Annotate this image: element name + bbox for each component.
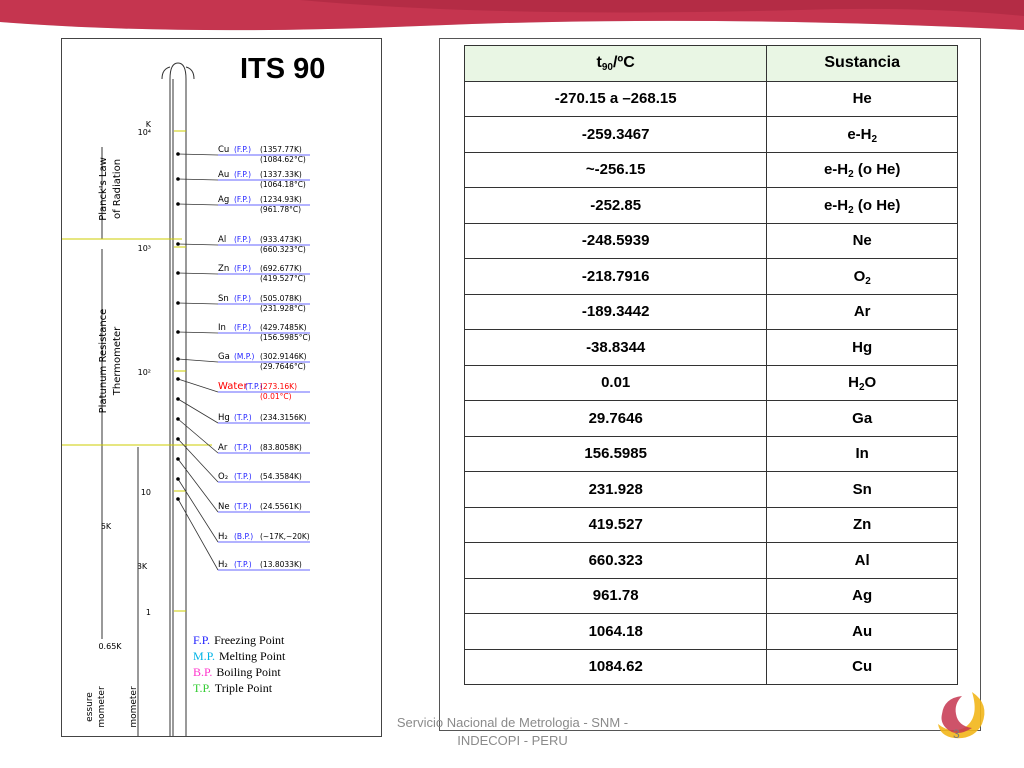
label-3k: 3K <box>136 562 148 571</box>
fixed-point-element: Ne <box>218 502 230 512</box>
label-065k: 0.65K <box>98 642 122 651</box>
label-5k: 5K <box>100 522 112 531</box>
table-row <box>465 294 958 330</box>
fixed-point-type: (F.P.) <box>234 195 252 204</box>
cell-temperature: -270.15 a –268.15 <box>465 81 767 117</box>
fixed-point-type: (T.P.) <box>245 382 263 391</box>
fixed-point-kelvin: (1337.33K) <box>260 170 302 179</box>
fixed-point-connector <box>178 154 218 155</box>
table-row <box>465 188 958 224</box>
table-row <box>465 330 958 366</box>
fixed-point-dot <box>176 477 180 481</box>
cell-temperature: -259.3467 <box>465 117 767 153</box>
fixed-point-dot <box>176 437 180 441</box>
fixed-point-type: (F.P.) <box>234 235 252 244</box>
legend-abbr: F.P. <box>193 633 211 647</box>
fixed-point-dot <box>176 457 180 461</box>
table-row <box>465 81 958 117</box>
fixed-point-dot <box>176 152 180 156</box>
thermometer-label: mometer <box>129 686 139 728</box>
footer-line-2: INDECOPI - PERU <box>457 733 568 748</box>
prt-label-1: Platunum Resistance <box>98 308 109 414</box>
fixed-point-dot <box>176 301 180 305</box>
table-row <box>465 507 958 543</box>
cell-temperature: ~-256.15 <box>465 152 767 188</box>
footer-line-1: Servicio Nacional de Metrologia - SNM - <box>396 715 629 730</box>
fixed-point-element: In <box>218 323 226 333</box>
fixed-point-type: (T.P.) <box>234 413 252 422</box>
fixed-point-kelvin: (13.8033K) <box>260 560 302 569</box>
fixed-point-connector <box>178 204 218 205</box>
fixed-point-element: Water <box>218 381 248 392</box>
legend-label: Boiling Point <box>216 665 281 679</box>
fixed-point-connector <box>178 179 218 180</box>
fixed-point-celsius: (1064.18°C) <box>260 180 306 189</box>
fixed-point-celsius: (961.78°C) <box>260 205 302 214</box>
fixed-point-dot <box>176 271 180 275</box>
logo-swirl-icon <box>932 684 992 744</box>
cell-substance: $e-H_2$ <box>767 117 958 153</box>
scale-label-t2: 10² <box>137 368 151 377</box>
fixed-point-connector <box>178 499 218 570</box>
fixed-point-type: (F.P.) <box>234 170 252 179</box>
fixed-point-kelvin: (933.473K) <box>260 235 302 244</box>
cell-substance: Zn <box>767 507 958 543</box>
pressure-label: essure <box>85 692 95 722</box>
fixed-point-type: (M.P.) <box>234 352 255 361</box>
fixed-point-element: O₂ <box>218 472 229 482</box>
its90-diagram-panel <box>61 38 382 737</box>
fixed-point-celsius: (29.7646°C) <box>260 362 306 371</box>
fixed-point-type: (T.P.) <box>234 443 252 452</box>
scale-label-t1: 10 <box>140 488 151 497</box>
cell-substance: Hg <box>767 330 958 366</box>
top-banner <box>0 0 1024 36</box>
fixed-point-element: Al <box>218 235 227 245</box>
legend-item <box>193 664 313 680</box>
prt-label-2: Thermometer <box>112 326 123 396</box>
cell-temperature: 29.7646 <box>465 401 767 437</box>
cell-temperature: 1064.18 <box>465 614 767 650</box>
fixed-point-celsius: (660.323°C) <box>260 245 306 254</box>
fixed-point-dot <box>176 377 180 381</box>
its90-title: ITS 90 <box>240 53 326 85</box>
cell-temperature: 0.01 <box>465 365 767 401</box>
fixed-point-dot <box>176 330 180 334</box>
fixed-point-element: Cu <box>218 145 230 155</box>
cell-substance: Ag <box>767 578 958 614</box>
table-row <box>465 649 958 685</box>
legend-abbr: M.P. <box>193 649 216 663</box>
cell-temperature: 961.78 <box>465 578 767 614</box>
fixed-point-connector <box>178 273 218 274</box>
fixed-point-kelvin: (429.7485K) <box>260 323 307 332</box>
scale-label-t3: 10³ <box>137 244 151 253</box>
table-row <box>465 436 958 472</box>
cell-temperature: -248.5939 <box>465 223 767 259</box>
cell-temperature: 231.928 <box>465 472 767 508</box>
planck-label-1: Planck's Law <box>98 157 109 221</box>
fixed-point-element: H₂ <box>218 560 228 570</box>
legend-item <box>193 680 313 696</box>
cell-temperature: -218.7916 <box>465 259 767 295</box>
table-row <box>465 614 958 650</box>
legend-abbr: B.P. <box>193 665 213 679</box>
legend <box>193 632 313 696</box>
table-row <box>465 152 958 188</box>
page-number: 3 <box>953 727 960 741</box>
legend-item <box>193 648 313 664</box>
fixed-point-type: (T.P.) <box>234 560 252 569</box>
cell-substance: $e-H_2$ (o He) <box>767 152 958 188</box>
fixed-point-element: H₂ <box>218 532 228 542</box>
fixed-point-type: (T.P.) <box>234 502 252 511</box>
pressure-label-2: mometer <box>97 686 107 728</box>
fixed-point-celsius: (0.01°C) <box>260 392 292 401</box>
header-temperature: $t_{90}/ºC$ <box>465 46 767 82</box>
fixed-point-element: Ar <box>218 443 228 453</box>
cell-temperature: -38.8344 <box>465 330 767 366</box>
cell-temperature: 419.527 <box>465 507 767 543</box>
fixed-point-element: Hg <box>218 413 230 423</box>
cell-substance: He <box>767 81 958 117</box>
fixed-point-dot <box>176 202 180 206</box>
fixed-point-dot <box>176 397 180 401</box>
fixed-point-kelvin: (234.3156K) <box>260 413 307 422</box>
planck-label-2: of Radiation <box>112 158 123 220</box>
fixed-point-type: (F.P.) <box>234 264 252 273</box>
fixed-point-element: Ag <box>218 195 230 205</box>
table-row <box>465 117 958 153</box>
fixed-point-celsius: (1084.62°C) <box>260 155 306 164</box>
table-row <box>465 472 958 508</box>
scale-label-k: K <box>145 120 151 129</box>
legend-abbr: T.P. <box>193 681 211 695</box>
cell-substance: $H_2O$ <box>767 365 958 401</box>
cell-substance: Au <box>767 614 958 650</box>
table-row <box>465 543 958 579</box>
cell-substance: Cu <box>767 649 958 685</box>
cell-substance: $O_2$ <box>767 259 958 295</box>
cell-substance: Ne <box>767 223 958 259</box>
cell-temperature: 1084.62 <box>465 649 767 685</box>
fixed-point-element: Au <box>218 170 230 180</box>
fixed-point-kelvin: (83.8058K) <box>260 443 302 452</box>
fixed-point-kelvin: (1234.93K) <box>260 195 302 204</box>
fixed-point-connector <box>178 359 218 362</box>
fixed-point-type: (F.P.) <box>234 323 252 332</box>
header-substance: Sustancia <box>767 46 958 82</box>
table-row <box>465 578 958 614</box>
table-row <box>465 223 958 259</box>
cell-substance: Al <box>767 543 958 579</box>
fixed-point-type: (F.P.) <box>234 294 252 303</box>
fixed-point-type: (B.P.) <box>234 532 254 541</box>
cell-substance: $e-H_2$ (o He) <box>767 188 958 224</box>
cell-substance: Ga <box>767 401 958 437</box>
fixed-point-connector <box>178 479 218 542</box>
cell-substance: Ar <box>767 294 958 330</box>
fixed-points-table <box>464 45 958 685</box>
fixed-point-connector <box>178 399 218 423</box>
fixed-point-type: (F.P.) <box>234 145 252 154</box>
fixed-point-kelvin: (1357.77K) <box>260 145 302 154</box>
table-row <box>465 401 958 437</box>
scale-label-t0: 1 <box>145 608 151 617</box>
fixed-point-celsius: (156.5985°C) <box>260 333 311 342</box>
fixed-point-type: (T.P.) <box>234 472 252 481</box>
cell-temperature: 660.323 <box>465 543 767 579</box>
fixed-point-element: Zn <box>218 264 230 274</box>
cell-temperature: 156.5985 <box>465 436 767 472</box>
scale-label-t4: 10⁴ <box>137 128 151 137</box>
fixed-point-connector <box>178 419 218 453</box>
fixed-point-dot <box>176 417 180 421</box>
fixed-point-connector <box>178 459 218 512</box>
cell-temperature: -189.3442 <box>465 294 767 330</box>
fixed-point-element: Ga <box>218 352 230 362</box>
fixed-point-kelvin: (692.677K) <box>260 264 302 273</box>
fixed-point-kelvin: (54.3584K) <box>260 472 302 481</box>
fixed-point-connector <box>178 332 218 333</box>
fixed-point-kelvin: (~17K,~20K) <box>260 532 310 541</box>
fixed-point-kelvin: (302.9146K) <box>260 352 307 361</box>
fixed-point-kelvin: (273.16K) <box>260 382 298 391</box>
fixed-point-dot <box>176 242 180 246</box>
fixed-point-element: Sn <box>218 294 229 304</box>
fixed-point-dot <box>176 497 180 501</box>
cell-temperature: -252.85 <box>465 188 767 224</box>
fixed-point-celsius: (419.527°C) <box>260 274 306 283</box>
table-row <box>465 259 958 295</box>
table-header-row <box>465 46 958 82</box>
fixed-point-connector <box>178 303 218 304</box>
fixed-point-connector <box>178 379 218 392</box>
cell-substance: In <box>767 436 958 472</box>
legend-label: Melting Point <box>219 649 286 663</box>
fixed-point-kelvin: (24.5561K) <box>260 502 302 511</box>
fixed-point-kelvin: (505.078K) <box>260 294 302 303</box>
cell-substance: Sn <box>767 472 958 508</box>
fixed-point-dot <box>176 357 180 361</box>
fixed-point-connector <box>178 244 218 245</box>
legend-label: Freezing Point <box>214 633 285 647</box>
footer <box>365 714 660 750</box>
table-row <box>465 365 958 401</box>
fixed-point-celsius: (231.928°C) <box>260 304 306 313</box>
fixed-point-dot <box>176 177 180 181</box>
legend-label: Triple Point <box>214 681 273 695</box>
legend-item <box>193 632 313 648</box>
